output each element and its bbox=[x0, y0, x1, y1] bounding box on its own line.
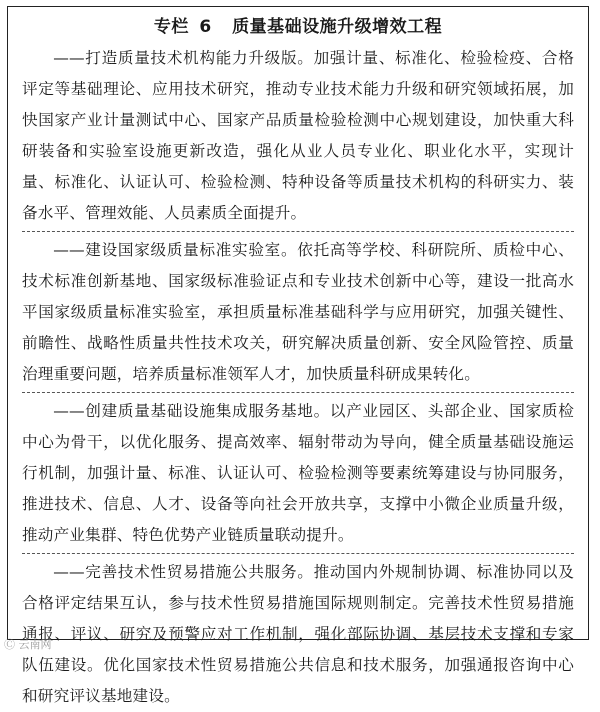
watermark bbox=[4, 636, 52, 652]
paragraph-1: ——打造质量技术机构能力升级版。加强计量、标准化、检验检疫、合格评定等基础理论、应用技术研究，推动专业技术能力升级和研究领域拓展，加快国家产业计量测试中心、国家产品质量检验检测中心规划建设，加快重大科研装备和实验室设施更新改造，强化从业人员专业化、职业化水平，实现计量、标准化、认证认可、检验检测、特种设备等质量技术机构的科研实力、装备水平、管理效能、人员素质全面提升。 bbox=[22, 49, 574, 222]
paragraph-4: ——完善技术性贸易措施公共服务。推动国内外规制协调、标准协同以及合格评定结果互认，参与技术性贸易措施国际规则制定。完善技术性贸易措施通报、评议、研究及预警应对工作机制，强化部际协调、基层技术支撑和专家队伍建设。优化国家技术性贸易措施公共信息和技术服务，加强通报咨询中心和研究评议基地建设。 bbox=[22, 563, 574, 705]
section-4 bbox=[22, 557, 574, 712]
column-heading: 质量基础设施升级增效工程 bbox=[232, 17, 443, 37]
paragraph-3: ——创建质量基础设施集成服务基地。以产业园区、头部企业、国家质检中心为骨干，以优化服务、提高效率、辐射带动为导向，健全质量基础设施运行机制，加强计量、标准、认证认可、检验检测等要素统筹建设与协同服务，推进技术、信息、人才、设备等向社会开放共享，支撑中小微企业质量升级，推动产业集群、特色优势产业链质量联动提升。 bbox=[22, 402, 574, 544]
paragraph-2: ——建设国家级质量标准实验室。依托高等学校、科研院所、质检中心、技术标准创新基地、国家级标准验证点和专业技术创新中心等，建设一批高水平国家级质量标准实验室，承担质量标准基础科学与应用研究，加强关键性、前瞻性、战略性质量共性技术攻关，研究解决质量创新、安全风险管控、质量治理重要问题，培养质量标准领军人才，加快质量科研成果转化。 bbox=[22, 241, 574, 383]
section-2 bbox=[22, 235, 574, 390]
section-3 bbox=[22, 396, 574, 551]
section-divider bbox=[22, 553, 574, 554]
column-label: 专栏 bbox=[153, 17, 189, 37]
watermark-text: Ⓒ 云南网 bbox=[4, 638, 52, 651]
column-title bbox=[22, 15, 574, 39]
section-divider bbox=[22, 392, 574, 393]
section-divider bbox=[22, 231, 574, 232]
column-number: 6 bbox=[199, 17, 212, 37]
section-1 bbox=[22, 43, 574, 229]
